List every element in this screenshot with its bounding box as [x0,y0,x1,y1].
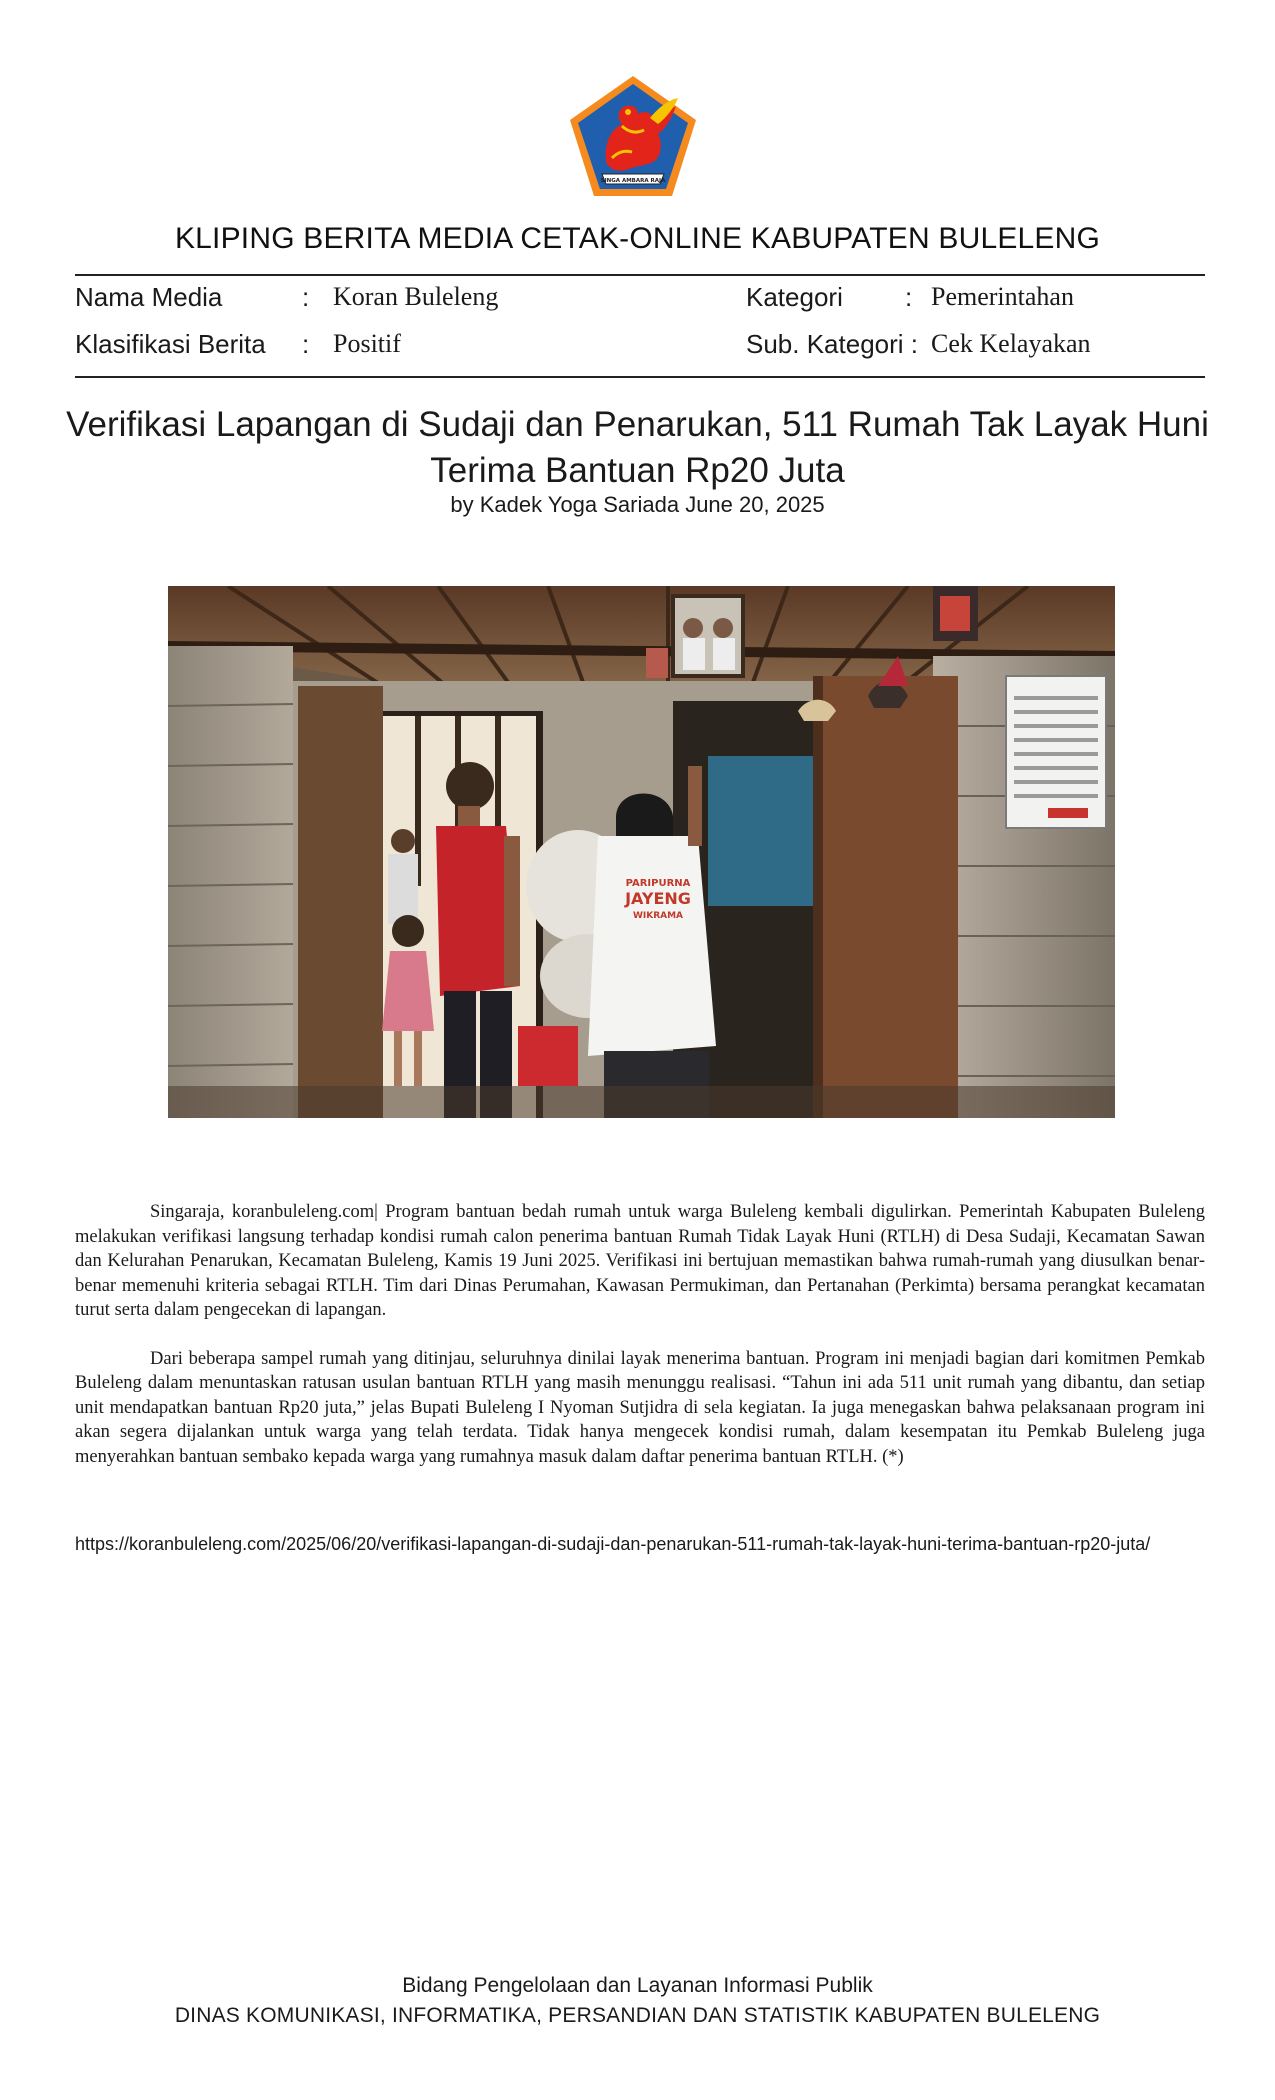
meta-row-1 [75,282,1205,322]
article-body [75,1200,1205,1493]
emblem-motto: SINGA AMBARA RAJA [600,178,666,184]
article-title [60,402,1215,494]
page-header-title: KLIPING BERITA MEDIA CETAK-ONLINE KABUPATEN BULELENG [174,222,1101,255]
article-title-line-1: Verifikasi Lapangan di Sudaji dan Penarukan, 511 Rumah Tak Layak Huni [66,405,1209,444]
nama-media-value: Koran Buleleng [333,282,499,311]
article-paragraph-1: Singaraja, koranbuleleng.com| Program bantuan bedah rumah untuk warga Buleleng kembali digulirkan. Pemerintah Kabupaten Buleleng melakukan verifikasi langsung terhadap kondisi rumah calon penerima bantuan Rumah Tidak Layak Huni (RTLH) di Desa Sudaji, Kecamatan Sawan dan Kelurahan Penarukan, Kecamatan Buleleng, Kamis 19 Juni 2025. Verifikasi ini bertujuan memastikan bahwa rumah-rumah yang diusulkan benar-benar memenuhi kriteria sebagai RTLH. Tim dari Dinas Perumahan, Kawasan Permukiman, dan Pertanahan (Perkimta) bersama perangkat kecamatan turut serta dalam pengecekan di lapangan. [75,1202,1205,1320]
shirt-text-3: WIKRAMA [632,911,684,921]
buleleng-regency-emblem-icon [566,74,700,200]
kategori-value: Pemerintahan [931,282,1074,311]
header-top-divider [75,274,1205,276]
meta-row-2 [75,329,1205,369]
article-title-line-2: Terima Bantuan Rp20 Juta [430,451,845,490]
meta-colon: : [302,329,310,359]
klasifikasi-berita-label: Klasifikasi Berita [75,329,266,359]
article-paragraph-2: Dari beberapa sampel rumah yang ditinjau, seluruhnya dinilai layak menerima bantuan. Program ini menjadi bagian dari komitmen Pemkab Buleleng dalam menuntaskan ratusan usulan bantuan RTLH yang masih menunggu realisasi. “Tahun ini ada 511 unit rumah yang dibantu, dan setiap unit mendapatkan bantuan Rp20 juta,” jelas Bupati Buleleng I Nyoman Sutjidra di sela kegiatan. Ia juga menegaskan bahwa pelaksanaan program ini akan segera dijalankan untuk warga yang telah terdata. Tidak hanya mengecek kondisi rumah, dalam kesempatan itu Pemkab Buleleng juga menyerahkan bantuan sembako kepada warga yang rumahnya masuk dalam daftar penerima bantuan RTLH. (*) [75,1348,1205,1467]
klasifikasi-berita-value: Positif [333,329,401,358]
sub-kategori-value: Cek Kelayakan [931,329,1091,358]
meta-colon: : [905,282,913,312]
article-source-url: https://koranbuleleng.com/2025/06/20/verifikasi-lapangan-di-sudaji-dan-penarukan-511-rumah-tak-layak-huni-terima-bantuan-rp20-juta/ [75,1534,1151,1554]
article-photo [168,586,1115,1118]
header-bottom-divider [75,376,1205,378]
article-byline: by Kadek Yoga Sariada June 20, 2025 [450,492,825,517]
footer-agency: DINAS KOMUNIKASI, INFORMATIKA, PERSANDIAN DAN STATISTIK KABUPATEN BULELENG [174,2004,1101,2027]
shirt-text-1: PARIPURNA [625,878,691,889]
sub-kategori-label: Sub. Kategori : [746,329,918,359]
meta-colon: : [302,282,310,312]
kategori-label: Kategori [746,282,843,312]
shirt-text-2: JAYENG [625,889,691,908]
footer-division: Bidang Pengelolaan dan Layanan Informasi Publik [402,1974,873,1997]
nama-media-label: Nama Media [75,282,223,312]
